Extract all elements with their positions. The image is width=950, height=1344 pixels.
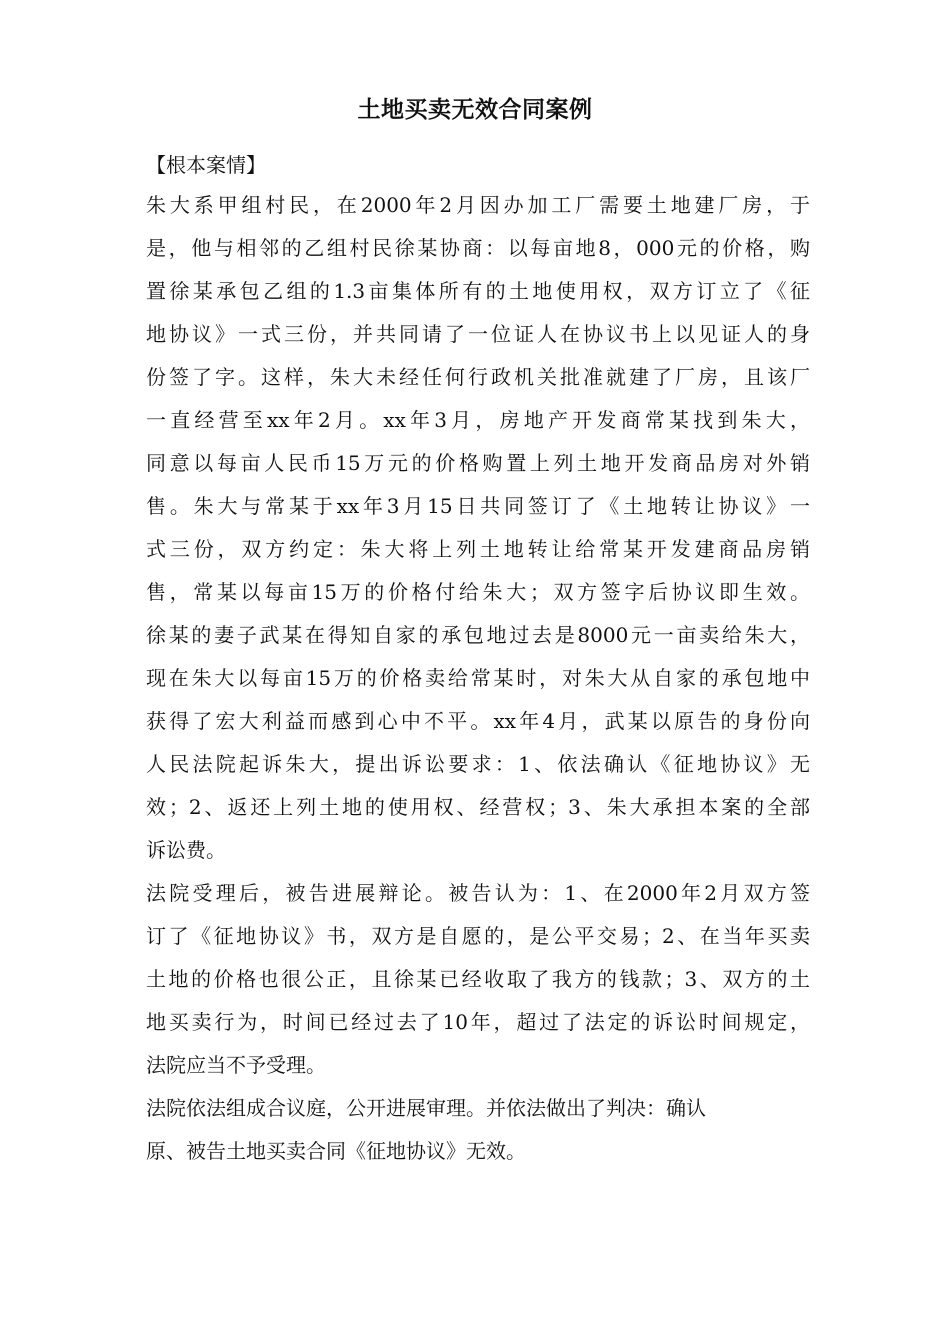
text-line: 徐某的妻子武某在得知自家的承包地过去是8000元一亩卖给朱大，: [146, 623, 810, 647]
document-body: [146, 146, 810, 1173]
text-line: 法院依法组成合议庭，公开进展审理。并依法做出了判决：确认: [146, 1096, 706, 1120]
paragraph-plaintiff-claim: [146, 614, 810, 872]
text-line: 诉讼费。: [146, 838, 226, 862]
text-line: 置徐某承包乙组的1.3亩集体所有的土地使用权，双方订立了《征: [146, 279, 810, 303]
section-heading: 【根本案情】: [146, 153, 266, 177]
text-line: 法院应当不予受理。: [146, 1053, 326, 1077]
text-line: 地买卖行为，时间已经过去了10年，超过了法定的诉讼时间规定，: [146, 1010, 810, 1034]
text-line: 人民法院起诉朱大，提出诉讼要求：1、依法确认《征地协议》无: [146, 752, 810, 776]
document-title: 土地买卖无效合同案例: [357, 96, 593, 123]
text-line: 法院受理后，被告进展辩论。被告认为：1、在2000年2月双方签: [146, 881, 810, 905]
text-line: 一直经营至xx年2月。xx年3月，房地产开发商常某找到朱大，: [146, 408, 810, 432]
text-line: 售。朱大与常某于xx年3月15日共同签订了《土地转让协议》一: [146, 494, 810, 518]
text-line: 订了《征地协议》书，双方是自愿的，是公平交易；2、在当年买卖: [146, 924, 810, 948]
text-line: 同意以每亩人民币15万元的价格购置上列土地开发商品房对外销: [146, 451, 810, 475]
text-line: 效；2、返还上列土地的使用权、经营权；3、朱大承担本案的全部: [146, 795, 810, 819]
paragraph-judgment: [146, 1087, 810, 1173]
text-line: 获得了宏大利益而感到心中不平。xx年4月，武某以原告的身份向: [146, 709, 810, 733]
text-line: 朱大系甲组村民，在2000年2月因办加工厂需要土地建厂房，于: [146, 193, 810, 217]
text-line: 原、被告土地买卖合同《征地协议》无效。: [146, 1139, 526, 1163]
text-line: 份签了字。这样，朱大未经任何行政机关批准就建了厂房，且该厂: [146, 365, 810, 389]
text-line: 土地的价格也很公正，且徐某已经收取了我方的钱款；3、双方的土: [146, 967, 810, 991]
text-line: 售，常某以每亩15万的价格付给朱大；双方签字后协议即生效。: [146, 580, 810, 604]
paragraph-defense: [146, 872, 810, 1087]
text-line: 是，他与相邻的乙组村民徐某协商：以每亩地8，000元的价格，购: [146, 236, 810, 260]
paragraph-case-facts: [146, 184, 810, 614]
text-line: 现在朱大以每亩15万的价格卖给常某时，对朱大从自家的承包地中: [146, 666, 810, 690]
text-line: 地协议》一式三份，并共同请了一位证人在协议书上以见证人的身: [146, 322, 810, 346]
text-line: 式三份，双方约定：朱大将上列土地转让给常某开发建商品房销: [146, 537, 810, 561]
